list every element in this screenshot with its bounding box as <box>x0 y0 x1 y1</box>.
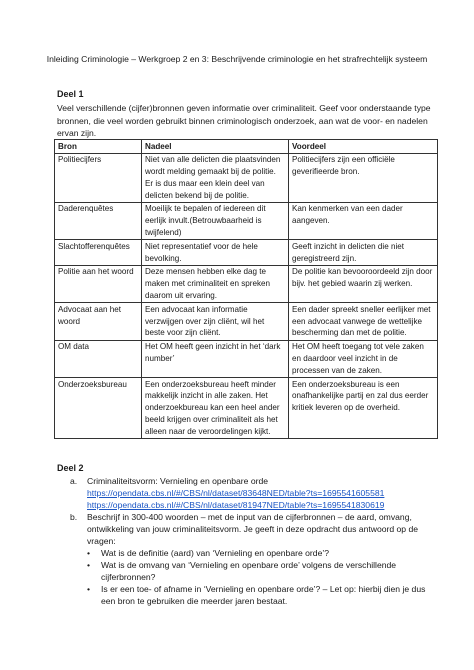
bullet-icon: • <box>87 584 91 594</box>
question-text: Wat is de definitie (aard) van ‘Vernieling en openbare orde’? <box>101 548 330 558</box>
table-cell-bron: OM data <box>55 340 142 377</box>
list-item <box>87 583 437 607</box>
table-cell-voordeel: Een dader spreekt sneller eerlijker met een advocaat vanwege de wettelijke bescherming dan met de politie. <box>289 303 438 340</box>
table-cell-voordeel: Kan kenmerken van een dader aangeven. <box>289 202 438 239</box>
bullet-icon: • <box>87 560 91 570</box>
table-cell-bron: Slachtofferenquêtes <box>55 240 142 266</box>
list-item <box>87 547 437 559</box>
table-cell-bron: Daderenquêtes <box>55 202 142 239</box>
list-item-b <box>57 511 437 607</box>
table-header-row <box>55 140 438 154</box>
question-text: Wat is de omvang van ‘Vernieling en openbare orde’ volgens de verschillende cijferbronnen? <box>101 560 397 582</box>
section-heading-deel-2: Deel 2 <box>57 463 84 473</box>
table-cell-voordeel: Het OM heeft toegang tot vele zaken en daardoor veel inzicht in de processen van de zaken. <box>289 340 438 377</box>
question-list <box>87 547 437 607</box>
list-marker: b. <box>70 512 78 522</box>
table-cell-nadeel: Niet representatief voor de hele bevolking. <box>142 240 289 266</box>
cbs-link-1[interactable]: https://opendata.cbs.nl/#/CBS/nl/dataset/83648NED/table?ts=1695541605581 <box>87 488 385 498</box>
table-cell-nadeel: Een onderzoeksbureau heeft minder makkelijk inzicht in alle zaken. Het onderzoekbureau kan een heel ander beeld krijgen over criminaliteit als het alleen naar de veroordelingen kijkt. <box>142 378 289 439</box>
table-cell-voordeel: De politie kan bevooroordeeld zijn door bijv. het gebied waarin zij werken. <box>289 265 438 302</box>
section-heading-deel-1: Deel 1 <box>57 89 84 99</box>
table-cell-bron: Politie aan het woord <box>55 265 142 302</box>
bullet-icon: • <box>87 548 91 558</box>
table-cell-bron: Politiecijfers <box>55 153 142 202</box>
column-header-bron: Bron <box>55 140 142 154</box>
list-item <box>87 559 437 583</box>
table-cell-nadeel: Een advocaat kan informatie verzwijgen over zijn cliënt, wil het beste voor zijn cliënt. <box>142 303 289 340</box>
table-cell-bron: Advocaat aan het woord <box>55 303 142 340</box>
table-cell-nadeel: Het OM heeft geen inzicht in het ‘dark number’ <box>142 340 289 377</box>
table-row <box>55 202 438 239</box>
table-row <box>55 303 438 340</box>
table-cell-voordeel: Politiecijfers zijn een officiële geverifieerde bron. <box>289 153 438 202</box>
sources-table <box>54 139 438 439</box>
table-row <box>55 340 438 377</box>
list-marker: a. <box>70 476 78 486</box>
table-cell-voordeel: Een onderzoeksbureau is een onafhankelijke partij en zal dus eerder kritiek leveren op de overheid. <box>289 378 438 439</box>
document-title: Inleiding Criminologie – Werkgroep 2 en 3: Beschrijvende criminologie en het strafrechtelijk systeem <box>46 54 428 64</box>
question-text: Is er een toe- of afname in ‘Vernieling en openbare orde’? – Let op: hierbij dien je dus een bron te gebruiken die meerder jaren bestaat. <box>101 584 426 606</box>
table-cell-voordeel: Geeft inzicht in delicten die niet geregistreerd zijn. <box>289 240 438 266</box>
list-item-text: Beschrijf in 300-400 woorden – met de input van de cijferbronnen – de aard, omvang, ontwikkeling van jouw criminaliteitsvorm. Je geeft in deze opdracht dus antwoord op de vragen: <box>87 512 419 546</box>
table-row <box>55 378 438 439</box>
table-row <box>55 153 438 202</box>
column-header-voordeel: Voordeel <box>289 140 438 154</box>
table-cell-nadeel: Niet van alle delicten die plaatsvinden wordt melding gemaakt bij de politie. Er is dus maar een klein deel van delicten bekend bij de politie. <box>142 153 289 202</box>
table-cell-nadeel: Moeilijk te bepalen of iedereen dit eerlijk invult.(Betrouwbaarheid is twijfelend) <box>142 202 289 239</box>
list-item-text: Criminaliteitsvorm: Vernieling en openbare orde <box>87 476 269 486</box>
column-header-nadeel: Nadeel <box>142 140 289 154</box>
cbs-link-2[interactable]: https://opendata.cbs.nl/#/CBS/nl/dataset/81947NED/table?ts=1695541830619 <box>87 500 385 510</box>
table-cell-bron: Onderzoeksbureau <box>55 378 142 439</box>
deel-2-section <box>57 462 437 607</box>
table-row <box>55 240 438 266</box>
deel-1-intro: Veel verschillende (cijfer)bronnen geven informatie over criminaliteit. Geef voor onderstaande type bronnen, die veel worden gebruikt binnen criminologisch onderzoek, aan wat de voor- en nadelen ervan zijn. <box>57 103 431 138</box>
list-item-a <box>57 475 437 511</box>
table-cell-nadeel: Deze mensen hebben elke dag te maken met criminaliteit en spreken daarom uit ervaring. <box>142 265 289 302</box>
table-row <box>55 265 438 302</box>
